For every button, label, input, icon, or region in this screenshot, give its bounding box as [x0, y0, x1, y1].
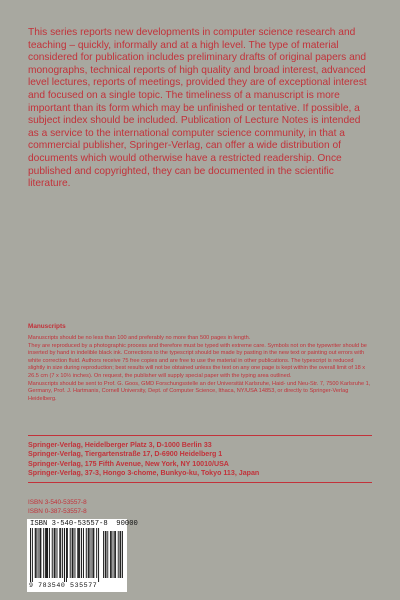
divider-top [28, 435, 372, 436]
manuscripts-typing-note: They are reproduced by a photographic process and therefore must be typed with extreme care. Symbols not on the typewriter should be inserted by hand in indelible black ink. Corrections to the typescript should be made by pasting in the new text or painting out errors with white correction fluid. Authors receive 75 free copies and are free to use the material in other publications. The typescript is reduced slightly in size during reproduction; best results will not be obtained unless the text on any one page is kept within the overall limit of 18 x 26.5 cm (7 x 10½ inches). On request, the publisher will supply special paper with the typing area outlined. [28, 342, 367, 379]
manuscripts-heading: Manuscripts [28, 323, 66, 330]
isbn-german: ISBN 3-540-53557-8 [28, 499, 87, 506]
barcode-isbn-label: ISBN 3-540-53557-8 [30, 520, 108, 528]
manuscripts-submission-note: Manuscripts should be sent to Prof. G. Goos, GMD Forschungsstelle an der Universität Karlsruhe, Haid- und Neu-Str. 7, 7500 Karlsruhe 1, Germany, Prof. J. Hartmanis, Cornell University, Dept. of Computer Science, Ithaca, NY/USA 14853, or directly to Springer-Verlag Heidelberg. [28, 380, 371, 402]
manuscripts-instructions [28, 335, 372, 403]
isbn-list [28, 498, 87, 516]
barcode-bars-icon [30, 528, 124, 582]
address-new-york: Springer-Verlag, 175 Fifth Avenue, New York, NY 10010/USA [28, 459, 229, 468]
publisher-addresses [28, 441, 372, 478]
barcode-addon-number: 90000 [116, 520, 138, 528]
address-tokyo: Springer-Verlag, 37-3, Hongo 3-chome, Bunkyo-ku, Tokyo 113, Japan [28, 468, 260, 477]
divider-bottom [28, 482, 372, 483]
isbn-us: ISBN 0-387-53557-8 [28, 508, 87, 516]
series-description: This series reports new developments in computer science research and teaching – quickly, informally and at a high level. The type of material considered for publication includes preliminary drafts of original papers and monographs, technical reports of high quality and broad interest, advanced level lectures, reports of meetings, provided they are of exceptional interest and focused on a single topic. The timeliness of a manuscript is more important than its form which may be unfinished or tentative. If possible, a subject index should be included. Publication of Lecture Notes is intended as a service to the international computer science community, in that a commercial publisher, Springer-Verlag, can offer a wide distribution of documents which would otherwise have a restricted readership. Once published and copyrighted, they can be documented in the scientific literature. [28, 27, 367, 190]
address-berlin: Springer-Verlag, Heidelberger Platz 3, D-1000 Berlin 33 [28, 441, 212, 449]
manuscripts-length-note: Manuscripts should be no less than 100 and preferably no more than 500 pages in length. [28, 335, 251, 341]
isbn-barcode [27, 519, 138, 592]
address-heidelberg: Springer-Verlag, Tiergartenstraße 17, D-6900 Heidelberg 1 [28, 450, 223, 459]
barcode-digits: 9 783540 535577 [29, 582, 98, 589]
barcode-header [30, 520, 138, 528]
